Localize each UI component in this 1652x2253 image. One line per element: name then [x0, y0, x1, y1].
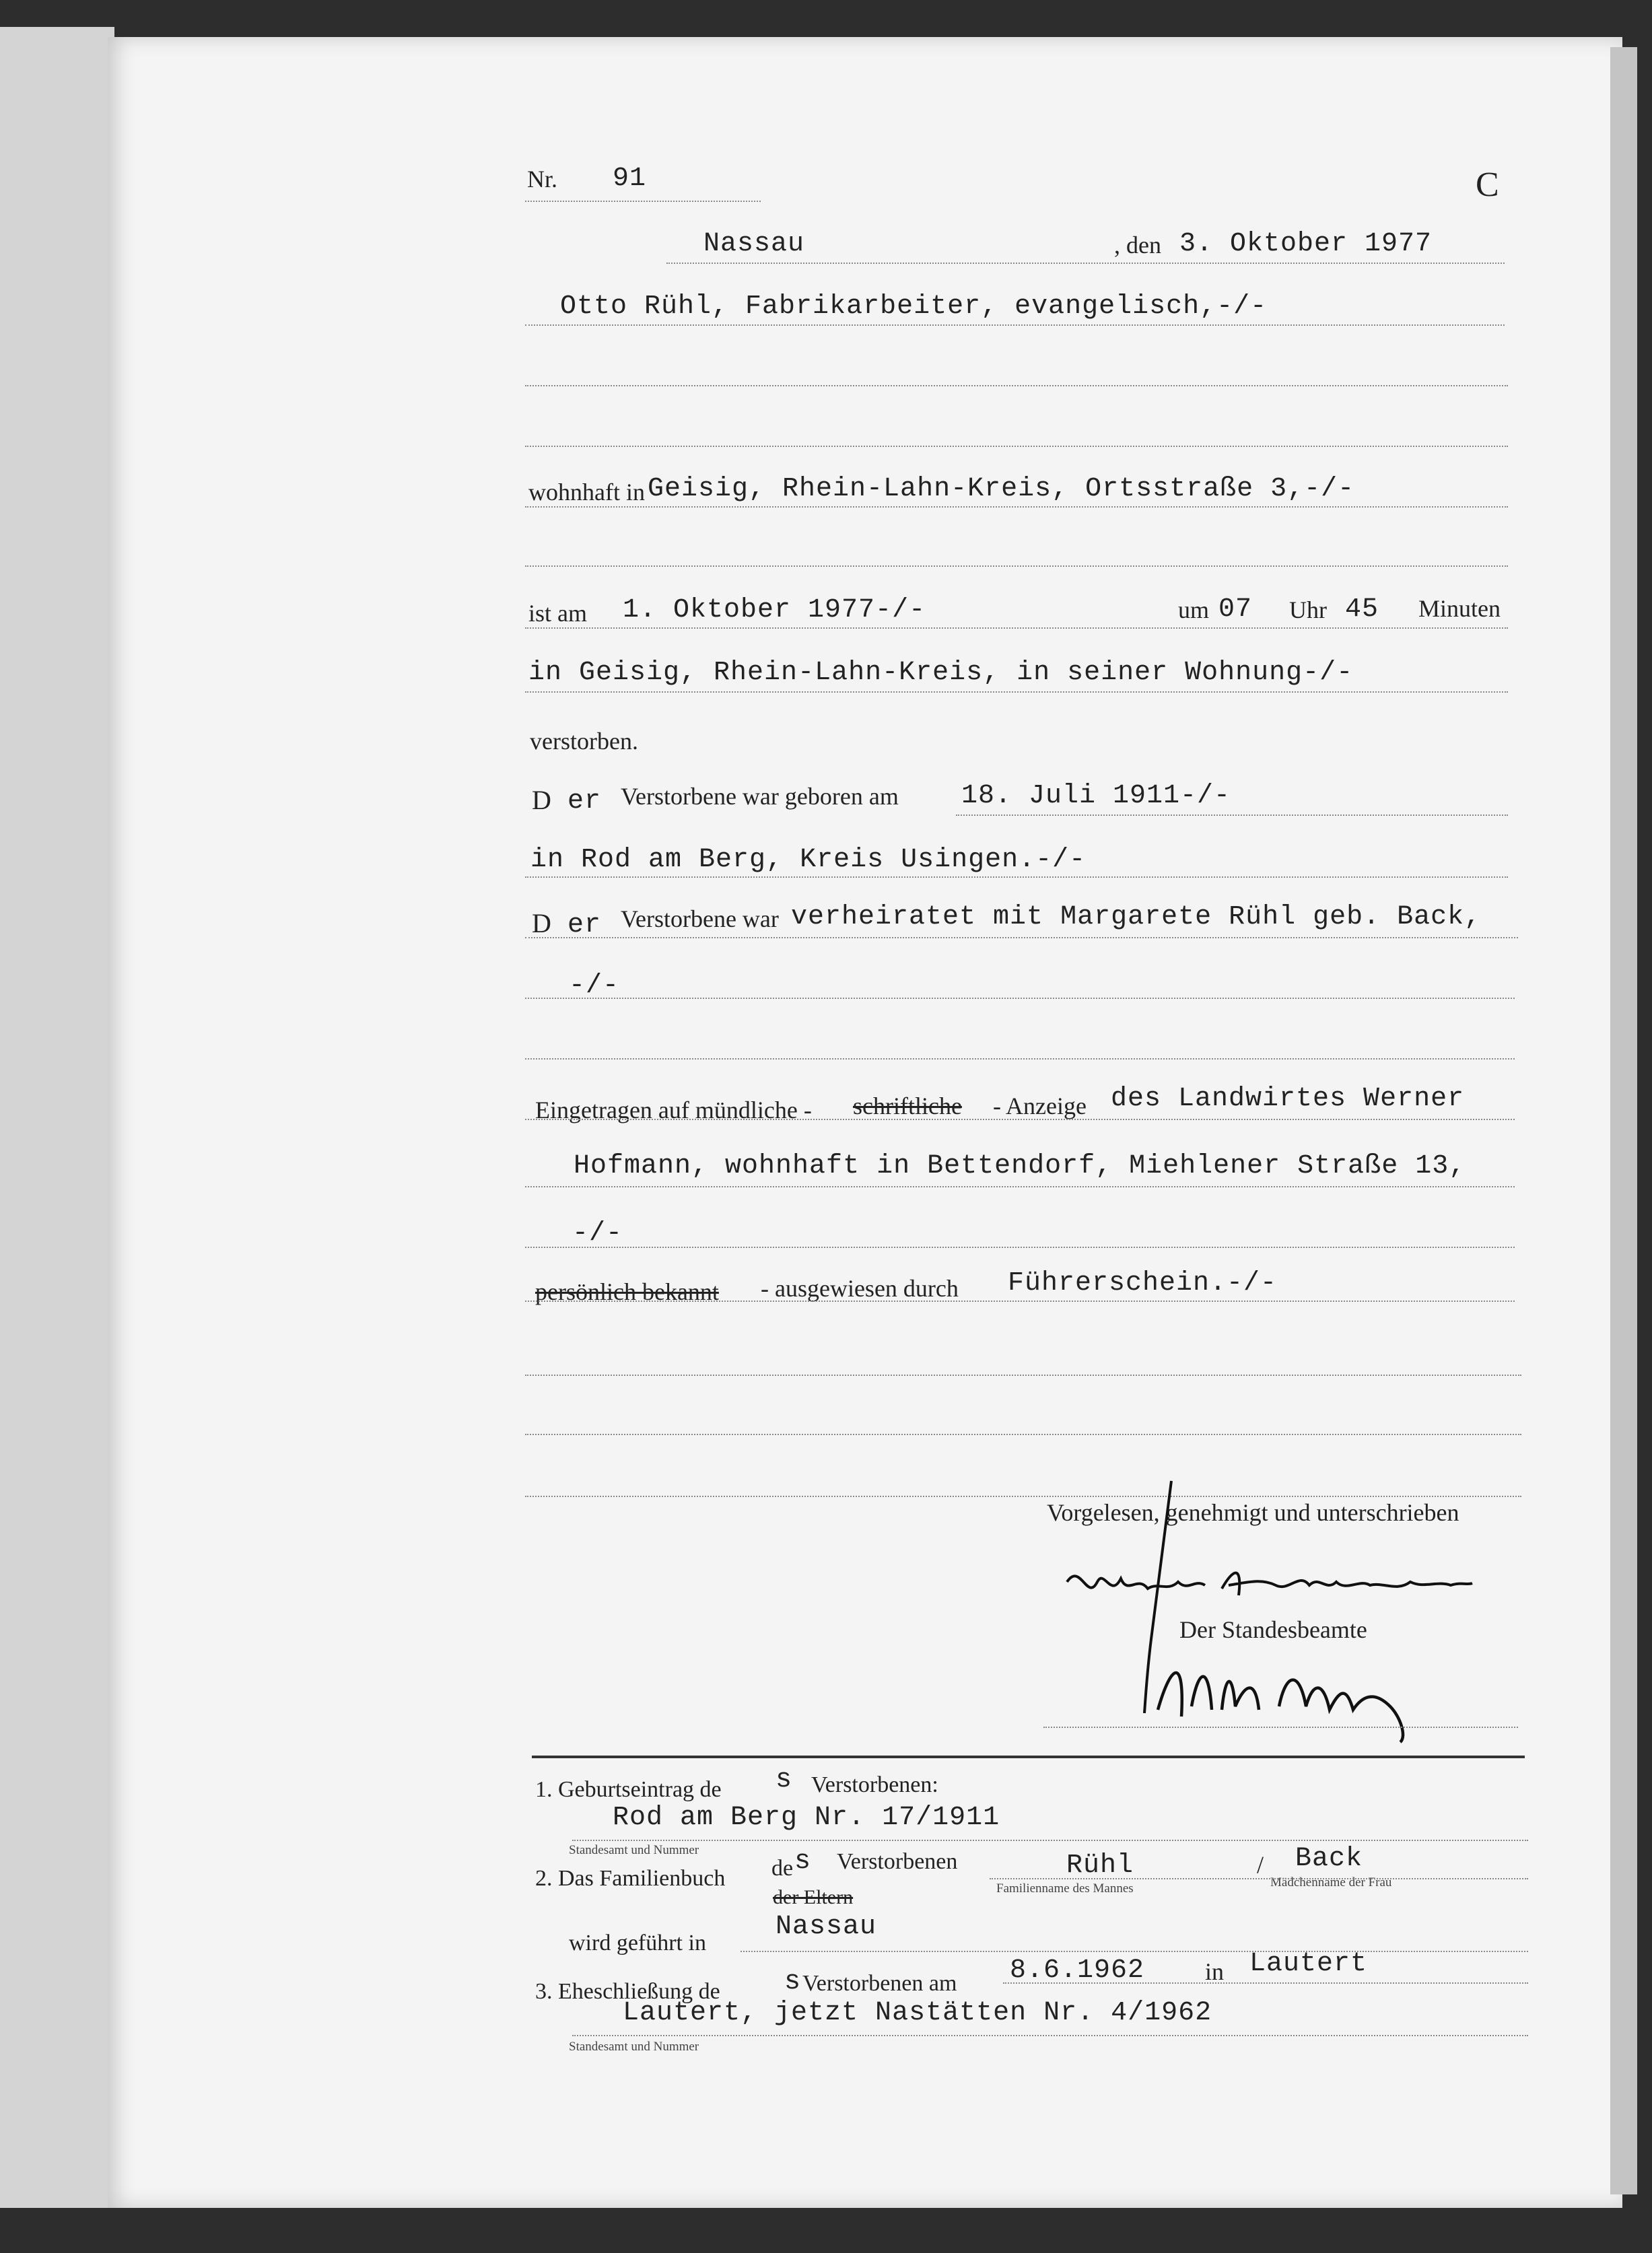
rule	[1043, 1727, 1518, 1728]
place-value: Nassau	[703, 229, 805, 259]
binder-edge	[1610, 47, 1637, 2194]
rule	[1003, 1982, 1528, 1984]
registration-label-b: - Anzeige	[993, 1093, 1087, 1119]
birth-date: 18. Juli 1911-/-	[961, 781, 1231, 811]
id-struck: persönlich bekannt	[535, 1278, 719, 1305]
note2-word: Verstorbenen	[837, 1849, 958, 1874]
death-place: in Geisig, Rhein-Lahn-Kreis, in seiner Wohnung-/-	[528, 658, 1354, 688]
note2-ending: s	[794, 1846, 812, 1877]
note1-label: 1. Geburtseintrag de	[535, 1777, 722, 1802]
note3-caption: Standesamt und Nummer	[569, 2040, 699, 2054]
note1-word: Verstorbenen:	[811, 1772, 938, 1797]
document-page	[108, 37, 1622, 2208]
note2-husband-caption: Familienname des Mannes	[996, 1881, 1134, 1896]
rule	[525, 876, 1508, 878]
nr-value: 91	[613, 164, 647, 194]
informant-line-3: -/-	[572, 1218, 623, 1249]
rule	[572, 1840, 1528, 1841]
note1-ending: s	[776, 1765, 793, 1795]
note2-kept-value: Nassau	[776, 1912, 877, 1942]
date-value: 3. Oktober 1977	[1179, 229, 1433, 259]
rule	[525, 1301, 1515, 1302]
death-verb: verstorben.	[530, 728, 638, 755]
approval-text: Vorgelesen, genehmigt und unterschrieben	[1047, 1499, 1459, 1526]
note2-label: 2. Das Familienbuch	[535, 1866, 726, 1891]
rule	[525, 1375, 1521, 1376]
registrar-signature	[1144, 1642, 1441, 1743]
id-label: - ausgewiesen durch	[761, 1275, 959, 1302]
marriage-status: verheiratet mit Margarete Rühl geb. Back,	[791, 902, 1482, 932]
time-uhr-label: Uhr	[1289, 596, 1327, 623]
rule	[525, 998, 1515, 999]
note2-kept-label: wird geführt in	[569, 1931, 706, 1955]
rule	[525, 506, 1508, 508]
informant-line-2: Hofmann, wohnhaft in Bettendorf, Miehlener Straße 13,	[574, 1151, 1466, 1181]
rule	[525, 1247, 1515, 1248]
marriage-label: Verstorbene war	[621, 905, 779, 932]
rule	[525, 1434, 1521, 1435]
rule	[525, 1119, 1515, 1120]
time-minuten-label: Minuten	[1418, 595, 1501, 622]
note1-value: Rod am Berg Nr. 17/1911	[613, 1803, 1000, 1833]
facing-page	[0, 27, 114, 2208]
divider	[532, 1756, 1525, 1758]
note2-de: de	[771, 1856, 794, 1881]
note2-struck: der Eltern	[773, 1886, 854, 1908]
time-um-label: um	[1178, 596, 1210, 623]
death-minute: 45	[1345, 594, 1379, 625]
informant-signature	[1060, 1555, 1478, 1616]
registrar-label: Der Standesbeamte	[1179, 1616, 1367, 1643]
registration-label-a: Eingetragen auf mündliche -	[535, 1097, 812, 1123]
rule	[956, 814, 1508, 816]
rule	[572, 2035, 1528, 2036]
birth-place: in Rod am Berg, Kreis Usingen.-/-	[530, 845, 1087, 875]
note3-in: in	[1205, 1958, 1225, 1985]
rule	[525, 1186, 1515, 1187]
informant-line-1: des Landwirtes Werner	[1111, 1084, 1465, 1114]
rule	[525, 627, 1508, 629]
rule	[525, 691, 1508, 693]
birth-d-suffix: er	[567, 786, 602, 817]
register-letter: C	[1476, 166, 1499, 204]
marriage-d-prefix: D	[532, 908, 551, 938]
rule	[525, 1496, 1521, 1497]
note2-wife: Back	[1295, 1844, 1363, 1874]
death-hour: 07	[1218, 594, 1253, 625]
rule	[741, 1951, 1528, 1952]
registration-struck: schriftliche	[853, 1093, 962, 1119]
rule	[525, 446, 1508, 447]
rule	[666, 263, 1505, 264]
name-line: Otto Rühl, Fabrikarbeiter, evangelisch,-/-	[560, 291, 1268, 322]
note3-ending: s	[784, 1967, 802, 1997]
rule	[525, 1058, 1515, 1060]
id-value: Führerschein.-/-	[1008, 1268, 1278, 1298]
marriage-cont: -/-	[569, 971, 620, 1001]
residence-value: Geisig, Rhein-Lahn-Kreis, Ortsstraße 3,-/-	[648, 474, 1355, 504]
residence-label: wohnhaft in	[528, 479, 645, 506]
rule	[525, 201, 761, 202]
marriage-d-suffix: er	[567, 910, 602, 940]
note3-value: Lautert, jetzt Nastätten Nr. 4/1962	[623, 1998, 1212, 2028]
note3-word: Verstorbenen am	[802, 1971, 957, 1996]
date-prefix: , den	[1114, 232, 1161, 258]
note3-label: 3. Eheschließung de	[535, 1979, 720, 2004]
rule	[525, 385, 1508, 386]
note2-sep: /	[1257, 1851, 1264, 1878]
rule	[525, 565, 1508, 567]
rule	[525, 937, 1518, 938]
note1-caption: Standesamt und Nummer	[569, 1843, 699, 1857]
nr-label: Nr.	[527, 166, 557, 193]
birth-label: Verstorbene war geboren am	[621, 783, 899, 810]
rule	[525, 324, 1505, 326]
note2-husband: Rühl	[1066, 1850, 1134, 1881]
death-date: 1. Oktober 1977-/-	[623, 595, 926, 625]
birth-d-prefix: D	[532, 785, 551, 815]
note2-wife-caption: Mädchenname der Frau	[1270, 1875, 1392, 1890]
note3-date: 8.6.1962	[1010, 1955, 1145, 1986]
rule	[990, 1878, 1528, 1879]
note3-place: Lautert	[1249, 1949, 1368, 1979]
death-date-label: ist am	[528, 600, 587, 627]
